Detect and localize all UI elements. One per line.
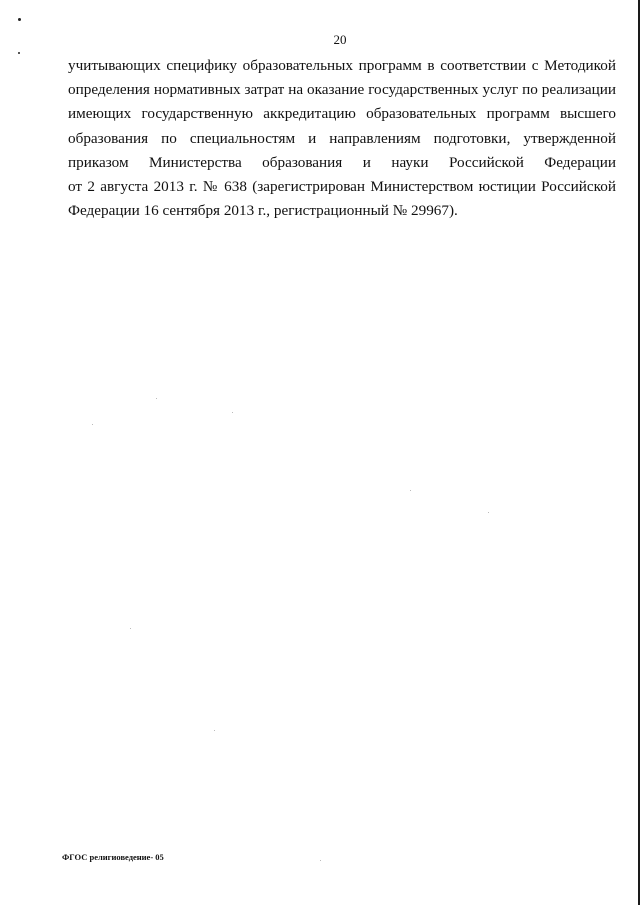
body-paragraph [68, 54, 616, 223]
paragraph-line: приказом Министерства образования и науки Российской Федерации [68, 153, 616, 171]
scan-speck [488, 512, 489, 513]
scan-speck [232, 412, 233, 413]
paragraph-line: от 2 августа 2013 г. № 638 (зарегистрирован Министерством юстиции Российской [68, 178, 616, 196]
document-footer: ФГОС религиоведение- 05 [62, 852, 164, 862]
scan-speck [156, 398, 157, 399]
paragraph-line: определения нормативных затрат на оказание государственных услуг по реализации [68, 81, 616, 99]
scan-speck [214, 730, 215, 731]
page-number: 20 [333, 32, 347, 47]
scan-mark [18, 18, 21, 21]
scan-speck [320, 860, 321, 861]
paragraph-line: Федерации 16 сентября 2013 г., регистрационный № 29967). [68, 202, 458, 220]
scan-mark [18, 52, 20, 54]
paragraph-line: учитывающих специфику образовательных программ в соответствии с Методикой [68, 57, 616, 74]
scan-speck [130, 628, 131, 629]
scan-speck [92, 424, 93, 425]
scan-speck [410, 490, 411, 491]
paragraph-line: образования по специальностям и направлениям подготовки, утвержденной [68, 129, 616, 147]
paragraph-line: имеющих государственную аккредитацию образовательных программ высшего [68, 105, 616, 123]
